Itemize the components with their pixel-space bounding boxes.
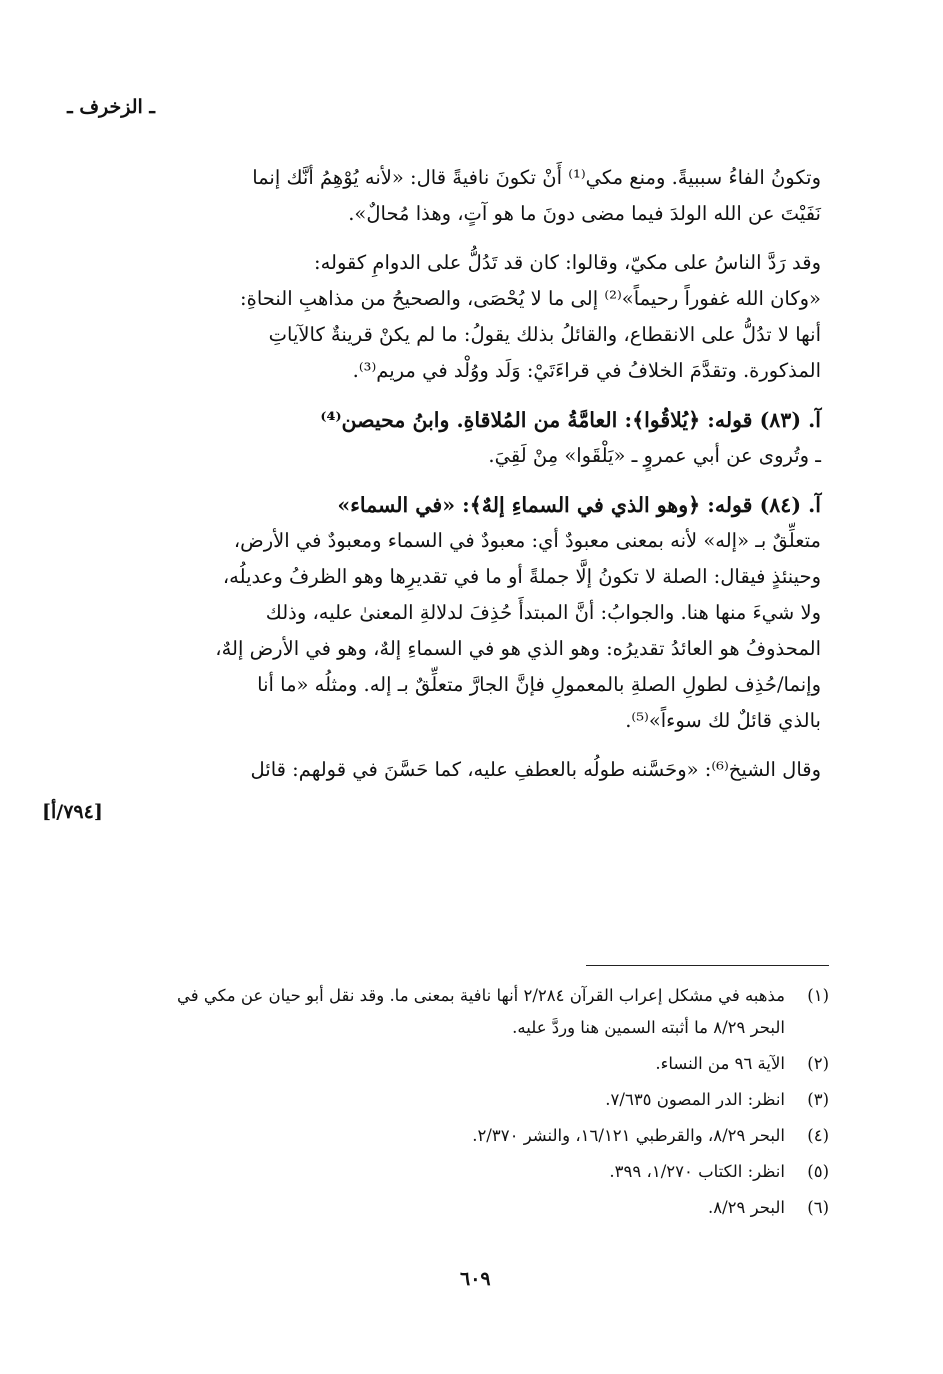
text-line: بالذي قائلٌ لك سوءاً»⁽⁵⁾. xyxy=(625,709,821,732)
text-line: ـ وتُروى عن أبي عمروٍ ـ «يَلْقَوا» مِنْ لَقِيَ. xyxy=(488,444,821,467)
footnote xyxy=(140,1156,829,1188)
footnote-text: انظر: الدر المصون ٧/٦٣٥. xyxy=(605,1090,785,1109)
footnote-text: البحر ٨/٢٩، والقرطبي ١٦/١٢١، والنشر ٢/٣٧٠. xyxy=(472,1126,785,1145)
footnote xyxy=(140,980,829,1044)
verse-heading-line: آ. (٨٣) قوله: ﴿يُلاقُوا﴾: العامَّةُ من المُلاقاةِ. وابنُ محيصن⁽⁴⁾ xyxy=(320,408,821,432)
footnote-number: (٥) xyxy=(807,1162,829,1181)
running-header: ـ الزخرف ـ xyxy=(67,96,155,118)
verse-heading-line: آ. (٨٤) قوله: ﴿وهو الذي في السماءِ إلهٌ﴾: «في السماء» xyxy=(337,493,821,517)
footnote-text: الآية ٩٦ من النساء. xyxy=(655,1054,785,1073)
footnote-number: (٦) xyxy=(807,1198,829,1217)
footnote xyxy=(140,1048,829,1080)
text-line: نَفَيْتَ عن الله الولدَ فيما مضى دونَ ما هو آتٍ، وهذا مُحالٌ». xyxy=(348,202,821,225)
footnote-number: (١) xyxy=(807,986,829,1005)
main-text xyxy=(140,160,821,801)
footnote xyxy=(140,1192,829,1224)
paragraph-verse-84 xyxy=(140,487,821,739)
footnote-number: (٤) xyxy=(807,1126,829,1145)
text-line: أنها لا تدُلُّ على الانقطاع، والقائلُ بذلك يقولُ: ما لم يكنْ قرينةٌ كالآياتِ xyxy=(268,323,821,346)
manuscript-folio-marker: [٧٩٤/أ] xyxy=(42,801,103,823)
footnote-number: (٢) xyxy=(807,1054,829,1073)
text-line: وحينئذٍ فيقال: الصلة لا تكونُ إلَّا جملةً أو ما في تقديرِها وهو الظرفُ وعديلُه، xyxy=(222,565,821,588)
text-line: وإنما/حُذِف لطولِ الصلةِ بالمعمولِ فإنَّ الجارَّ متعلِّقٌ بـ إله. ومثلُه «ما أنا xyxy=(257,673,821,696)
text-line: متعلِّقٌ بـ «إله» لأنه بمعنى معبودٌ أي: معبودٌ في السماء ومعبودٌ في الأرض، xyxy=(233,529,821,552)
footnote xyxy=(140,1084,829,1116)
text-line: «وكان الله غفوراً رحيماً»⁽²⁾ إلى ما لا يُحْصَى، والصحيحُ من مذاهبِ النحاةِ: xyxy=(240,287,821,310)
text-line: وقال الشيخ⁽⁶⁾: «وحَسَّنه طولُه بالعطفِ عليه، كما حَسَّنَ في قولهم: قائل xyxy=(250,758,821,781)
paragraph-2 xyxy=(140,245,821,389)
paragraph-verse-83 xyxy=(140,402,821,474)
text-line: ولا شيءَ منها هنا. والجوابُ: أنَّ المبتدأَ حُذِفَ لدلالةِ المعنىٰ عليه، وذلك xyxy=(265,601,821,624)
footnotes xyxy=(140,980,829,1228)
footnote-text: مذهبه في مشكل إعراب القرآن ٢/٢٨٤ أنها نافية بمعنى ما. وقد نقل أبو حيان عن مكي في البحر ٨/٢٩ ما أثبته السمين هنا وردَّ عليه. xyxy=(177,986,785,1037)
paragraph-1 xyxy=(140,160,821,232)
page-number: ٦٠٩ xyxy=(460,1268,491,1290)
paragraph-5 xyxy=(140,752,821,788)
footnote-number: (٣) xyxy=(807,1090,829,1109)
text-line: وتكونُ الفاءُ سببيةً. ومنع مكي⁽¹⁾ أَنْ تكونَ نافيةً قال: «لأنه يُوْهِمُ أنَّك إنما xyxy=(252,166,821,189)
text-line: المحذوفُ هو العائدُ تقديرُه: وهو الذي هو في السماءِ إلهٌ، وهو في الأرض إلهٌ، xyxy=(215,637,821,660)
text-line: وقد رَدَّ الناسُ على مكيّ، وقالوا: كان قد تَدُلُّ على الدوامِ كقوله: xyxy=(314,251,821,274)
footnote-text: البحر ٨/٢٩. xyxy=(708,1198,785,1217)
footnote-text: انظر: الكتاب ١/٢٧٠، ٣٩٩. xyxy=(609,1162,785,1181)
footnote-separator xyxy=(586,965,829,966)
footnote xyxy=(140,1120,829,1152)
text-line: المذكورة. وتقدَّمَ الخلافُ في قراءَتَيْ: وَلَد ووُلْد في مريم⁽³⁾. xyxy=(352,359,821,382)
